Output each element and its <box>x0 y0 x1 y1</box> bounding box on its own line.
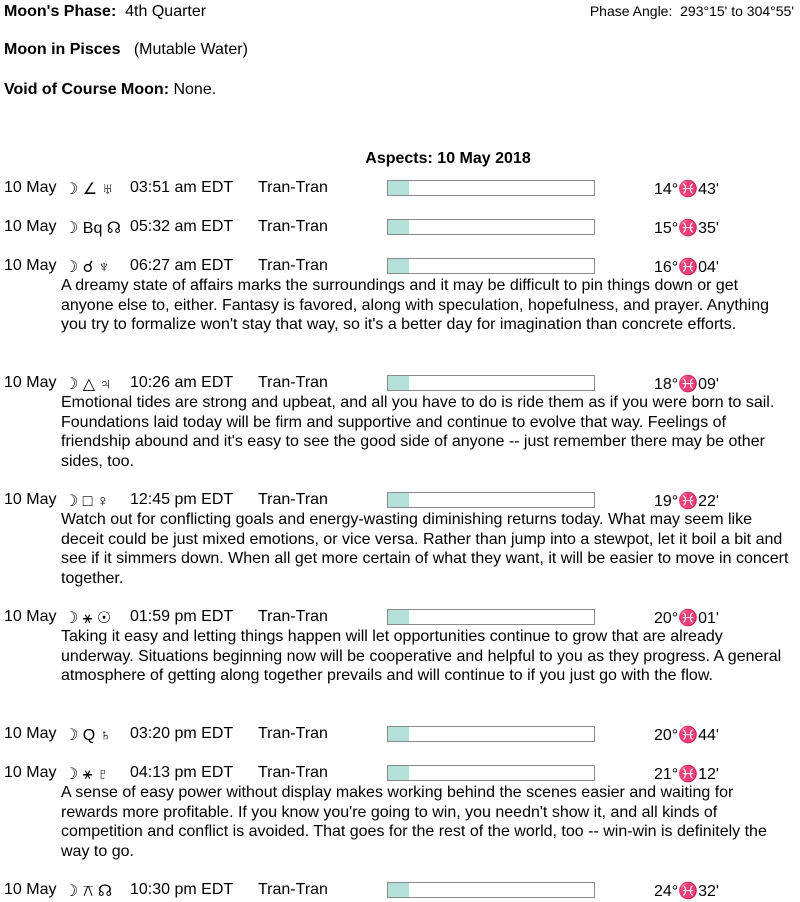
aspect-entry <box>0 764 800 861</box>
void-label: Void of Course Moon: <box>4 81 170 98</box>
aspect-line <box>0 881 800 900</box>
aspect-position: 20°♓01' <box>654 610 719 627</box>
aspect-entry <box>0 881 800 900</box>
aspect-position: 16°♓04' <box>654 259 719 276</box>
aspect-time: 04:13 pm EDT <box>130 764 234 781</box>
aspect-kind: Tran-Tran <box>258 179 328 196</box>
aspect-description: A sense of easy power without display makes working behind the scenes easier and waiting for rewards more profitable. If you know you're going to win, you needn't show it, and all kinds of competition and conflict is avoided. That goes for the rest of the world, too -- win-win is definitely the way to go. <box>61 784 767 860</box>
aspect-entry <box>0 179 800 198</box>
aspect-entry <box>0 491 800 588</box>
aspect-strength-bar <box>387 258 595 274</box>
moon-sign-label: Moon in Pisces <box>4 41 121 58</box>
aspect-description: A dreamy state of affairs marks the surroundings and it may be difficult to pin things down or get anyone else to, either. Fantasy is favored, along with speculation, hopefulness, and prayer. Anything you try to formalize won't stay that way, so it's a better day for imagination than concrete efforts. <box>61 277 770 333</box>
aspect-date: 10 May <box>4 218 57 235</box>
aspect-strength-fill <box>388 727 409 741</box>
aspect-date: 10 May <box>4 491 57 508</box>
aspect-strength-bar <box>387 609 595 625</box>
aspect-kind: Tran-Tran <box>258 608 328 625</box>
phase-angle-value: 293°15' to 304°55' <box>680 3 794 19</box>
aspect-strength-fill <box>388 259 409 273</box>
aspect-line <box>0 491 800 510</box>
aspect-glyphs-icon: ☽ △ ♃ <box>64 376 112 393</box>
moon-phase-value: 4th Quarter <box>125 3 207 20</box>
aspect-kind: Tran-Tran <box>258 881 328 898</box>
aspect-strength-bar <box>387 726 595 742</box>
aspect-time: 05:32 am EDT <box>130 218 234 235</box>
aspect-description: Emotional tides are strong and upbeat, and all you have to do is ride them as if you were born to sail. Foundations laid today will be firm and supportive and continue to evolve that way. Feelings of friendship abound and it's easy to see the good side of anyone -- just remember there may be other sides, too. <box>61 394 775 470</box>
aspect-strength-bar <box>387 492 595 508</box>
aspect-date: 10 May <box>4 179 57 196</box>
aspect-time: 12:45 pm EDT <box>130 491 234 508</box>
aspect-glyphs-icon: ☽ ∠ ♅ <box>64 181 114 198</box>
aspect-time: 03:51 am EDT <box>130 179 234 196</box>
aspect-glyphs-icon: ☽ ⚻ ☊ <box>64 883 113 900</box>
aspect-time: 06:27 am EDT <box>130 257 234 274</box>
aspect-line <box>0 218 800 237</box>
aspect-glyphs-icon: ☽ □ ♀ <box>64 493 109 510</box>
aspect-date: 10 May <box>4 608 57 625</box>
aspect-entry <box>0 725 800 744</box>
phase-angle-label: Phase Angle: <box>589 3 673 19</box>
aspect-position: 18°♓09' <box>654 376 719 393</box>
aspect-date: 10 May <box>4 881 57 898</box>
aspect-entry <box>0 218 800 237</box>
void-value: None. <box>173 81 217 98</box>
moon-phase-label: Moon's Phase: <box>4 3 117 20</box>
aspect-glyphs-icon: ☽ Q ♄ <box>64 727 112 744</box>
aspect-strength-bar <box>387 219 595 235</box>
aspect-entry <box>0 257 800 335</box>
aspect-kind: Tran-Tran <box>258 491 328 508</box>
aspect-strength-bar <box>387 375 595 391</box>
aspect-time: 10:30 pm EDT <box>130 881 234 898</box>
void-of-course <box>4 81 216 99</box>
aspect-glyphs-icon: ☽ Bq ☊ <box>64 220 122 237</box>
aspect-entry <box>0 374 800 471</box>
aspect-kind: Tran-Tran <box>258 725 328 742</box>
aspect-time: 03:20 pm EDT <box>130 725 234 742</box>
moon-phase <box>4 3 206 21</box>
aspect-strength-fill <box>388 766 409 780</box>
moon-sign <box>4 41 248 59</box>
aspect-position: 14°♓43' <box>654 181 719 198</box>
aspect-line <box>0 374 800 393</box>
moon-sign-quality: (Mutable Water) <box>133 41 248 58</box>
aspect-strength-fill <box>388 376 409 390</box>
aspect-strength-bar <box>387 882 595 898</box>
aspects-title: Aspects: 10 May 2018 <box>365 150 531 167</box>
aspect-position: 20°♓44' <box>654 727 719 744</box>
aspect-description: Taking it easy and letting things happen will let opportunities continue to grow that are already underway. Situations beginning now will be cooperative and helpful to you as they progress. A general atmosphere of getting along together prevails and will continue to if you just go with the flow. <box>61 628 782 684</box>
aspect-kind: Tran-Tran <box>258 374 328 391</box>
phase-angle <box>590 3 794 19</box>
aspect-position: 24°♓32' <box>654 883 719 900</box>
aspect-position: 15°♓35' <box>654 220 719 237</box>
aspect-strength-fill <box>388 610 409 624</box>
aspect-glyphs-icon: ☽ ⚹ ☉ <box>64 610 112 627</box>
aspect-entry <box>0 608 800 686</box>
aspect-time: 01:59 pm EDT <box>130 608 234 625</box>
aspect-date: 10 May <box>4 257 57 274</box>
aspect-strength-fill <box>388 883 409 897</box>
aspect-line <box>0 725 800 744</box>
aspect-kind: Tran-Tran <box>258 257 328 274</box>
aspect-strength-fill <box>388 493 409 507</box>
aspect-kind: Tran-Tran <box>258 218 328 235</box>
aspect-line <box>0 608 800 627</box>
aspect-date: 10 May <box>4 764 57 781</box>
aspect-time: 10:26 am EDT <box>130 374 234 391</box>
aspect-strength-fill <box>388 220 409 234</box>
aspect-description: Watch out for conflicting goals and energy-wasting diminishing returns today. What may seem like deceit could be just mixed emotions, or vice versa. Rather than jump into a stewpot, let it boil a bit and see if it simmers down. When all get more certain of what they want, it will be easier to move in concert together. <box>61 511 789 587</box>
aspect-position: 19°♓22' <box>654 493 719 510</box>
aspect-strength-fill <box>388 181 409 195</box>
aspect-line <box>0 764 800 783</box>
aspect-kind: Tran-Tran <box>258 764 328 781</box>
aspect-line <box>0 257 800 276</box>
aspect-glyphs-icon: ☽ ⚹ ♇ <box>64 766 109 783</box>
aspect-date: 10 May <box>4 374 57 391</box>
aspect-line <box>0 179 800 198</box>
aspect-date: 10 May <box>4 725 57 742</box>
aspect-strength-bar <box>387 180 595 196</box>
aspect-position: 21°♓12' <box>654 766 719 783</box>
aspect-strength-bar <box>387 765 595 781</box>
aspect-glyphs-icon: ☽ ☌ ♆ <box>64 259 110 276</box>
